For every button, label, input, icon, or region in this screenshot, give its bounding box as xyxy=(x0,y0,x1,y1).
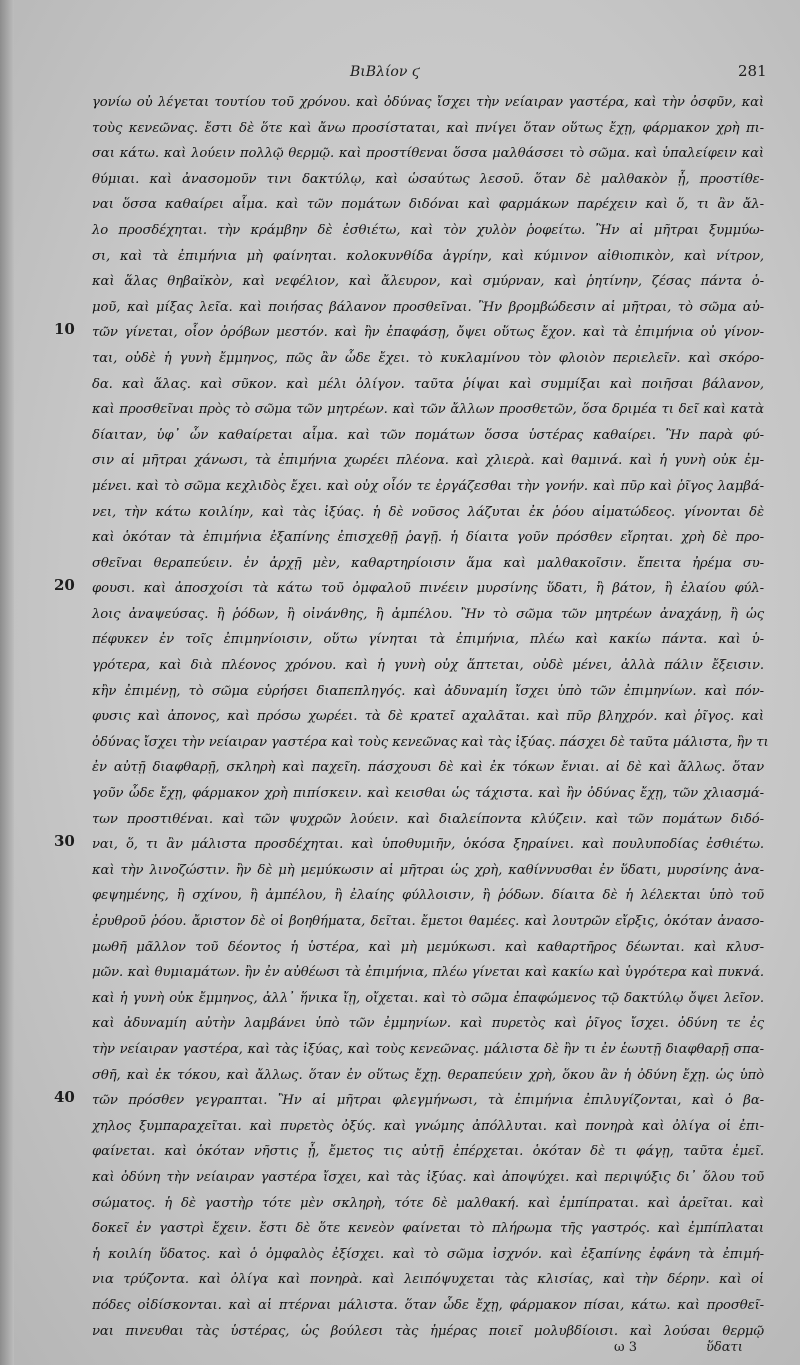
text-line: των προστιθέναι. καὶ τῶν ψυχρῶν λούειν. καὶ διαλείποντα κλύζειν. καὶ τῶν πομάτων διδό- xyxy=(92,811,764,827)
text-line: καὶ ἡ γυνὴ οὐκ ἔμμηνος, ἀλλ᾽ ἥνικα ἴῃ, οἴχεται. καὶ τὸ σῶμα ἐπαφώμενος τῷ δακτύλῳ ὄψει λεῖον. xyxy=(92,990,764,1006)
running-title: ΒιΒλίον ϛ xyxy=(350,64,420,80)
text-line: πόδες οἰδίσκονται. καὶ αἱ πτέρναι μάλιστα. ὅταν ὧδε ἔχῃ, φάρμακον πίσαι, κάτω. καὶ προσθεῖ- xyxy=(92,1297,764,1313)
page-gutter-shadow xyxy=(0,0,14,1365)
text-line: μένει. καὶ τὸ σῶμα κεχλιδὸς ἔχει. καὶ οὐχ οἷόν τε ἐργάζεσθαι τὴν γονήν. καὶ πῦρ καὶ ῥῖγος λαμβά- xyxy=(92,478,764,494)
text-line: γοῦν ὧδε ἔχῃ, φάρμακον χρὴ πιπίσκειν. καὶ κεισθαι ὡς τάχιστα. καὶ ἢν ὀδύνας ἔχῃ, τῶν χλιασμά- xyxy=(92,786,764,802)
margin-line-number: 10 xyxy=(54,320,75,339)
text-line: ναι, ὅ, τι ἂν μάλιστα προσδέχηται. καὶ ὑποθυμιῆν, ὁκόσα ξηραίνει. καὶ πουλυποδίας ἐσθιέτω. xyxy=(92,837,764,853)
text-block xyxy=(92,90,769,1344)
catchline xyxy=(0,1340,800,1360)
text-line: κἢν ἐπιμένῃ, τὸ σῶμα εὑρήσει διαπεπληγός. καὶ ἀδυναμίη ἴσχει ὑπὸ τῶν ἐπιμηνίων. καὶ πόν- xyxy=(92,683,764,699)
margin-line-number: 40 xyxy=(54,1088,75,1107)
text-line: θύμιαι. καὶ ἀνασομοῦν τινι δακτύλῳ, καὶ ὡσαύτως λεσοῦ. ὅταν δὲ μαλθακὸν ᾖ, προστίθε- xyxy=(92,171,764,187)
text-line: σθεῖναι θεραπεύειν. ἐν ἀρχῇ μὲν, καθαρτηρίοισιν ἅμα καὶ μαλθακοῖσιν. ἔπειτα ἠρέμα συ- xyxy=(92,555,764,571)
text-line: γρότερα, καὶ διὰ πλέονος χρόνου. καὶ ἡ γυνὴ οὐχ ἅπτεται, οὐδὲ μένει, ἀλλὰ πάλιν ἔξεισιν. xyxy=(92,658,764,674)
text-line: φεψημένης, ἢ σχίνου, ἢ ἀμπέλου, ἢ ἐλαίης φύλλοισιν, ἢ ῥόδων. δίαιτα δὲ ἡ λέλεκται ὑπὸ τοῦ xyxy=(92,888,764,904)
text-line: φαίνεται. καὶ ὁκόταν νῆστις ᾖ, ἔμετος τις αὐτῇ ἐπέρχεται. ὁκόταν δὲ τι φάγῃ, ταῦτα ἐμεῖ. xyxy=(92,1144,764,1160)
text-line: φουσι. καὶ ἀποσχοίσι τὰ κάτω τοῦ ὀμφαλοῦ πινέειν μυρσίνης ὕδατι, ἢ βάτον, ἢ ἐλαίου φύλ- xyxy=(92,581,764,597)
text-line: ἐρυθροῦ ῥόου. ἄριστον δὲ οἱ βοηθήματα, δεῖται. ἔμετοι θαμέες. καὶ λουτρῶν εἴρξις, ὁκόταν ἀνασο- xyxy=(92,914,764,929)
text-line: ὀδύνας ἴσχει τὴν νείαιραν γαστέρα καὶ τοὺς κενεῶνας καὶ τὰς ἰξύας. πάσχει δὲ ταῦτα μάλιστα, ἢν τι xyxy=(92,734,769,750)
text-line: καὶ ὀδύνη τὴν νείαιραν γαστέρα ἴσχει, καὶ τὰς ἰξύας. καὶ ἀποψύχει. καὶ περιψύξις δι᾽ ὅλου τοῦ xyxy=(92,1169,764,1185)
running-head xyxy=(0,62,800,86)
text-line: καὶ ἀδυναμίη αὐτὴν λαμβάνει ὑπὸ τῶν ἐμμηνίων. καὶ πυρετὸς καὶ ῥῖγος ἴσχει. ὀδύνη τε ἐς xyxy=(92,1016,764,1032)
text-line: νει, τὴν κάτω κοιλίην, καὶ τὰς ἰξύας. ἡ δὲ νοῦσος λάζυται ἐκ ῥόου αἱματώδεος. γίνονται δὲ xyxy=(92,504,764,520)
text-line: ἡ κοιλίη ὕδατος. καὶ ὁ ὀμφαλὸς ἐξίσχει. καὶ τὸ σῶμα ἰσχνόν. καὶ ἐξαπίνης ἐφάνη τὰ ἐπιμή- xyxy=(92,1246,764,1262)
text-line: νια τρύζοντα. καὶ ὀλίγα καὶ πονηρὰ. καὶ λειπόψυχεται τὰς κλισίας, καὶ τὴν δέρην. καὶ οἱ xyxy=(92,1272,764,1288)
text-line: σιν αἱ μῆτραι χάνωσι, τὰ ἐπιμήνια χωρέει πλέονα. καὶ χλιερὰ. καὶ θαμινά. καὶ ἡ γυνὴ οὐκ ἐμ- xyxy=(92,453,764,469)
text-line: καὶ ἅλας θηβαϊκὸν, καὶ νεφέλιον, καὶ ἄλευρον, καὶ σμύρναν, καὶ ῥητίνην, ζέσας πάντα ὁ- xyxy=(92,274,764,290)
text-line: σθῆ, καὶ ἐκ τόκου, καὶ ἄλλως. ὅταν ἐν οὕτως ἔχῃ. θεραπεύειν χρὴ, ὅκου ἂν ἡ ὀδύνη ἔχῃ. ὡς ὑπὸ xyxy=(92,1067,764,1083)
text-line: ἐν αὐτῇ διαφθαρῇ, σκληρὴ καὶ παχεῖη. πάσχουσι δὲ καὶ ἐκ τόκων ἔνιαι. αἱ δὲ καὶ ἄλλως. ὅταν xyxy=(92,760,764,776)
text-line: δα. καὶ ἅλας. καὶ σῦκον. καὶ μέλι ὀλίγον. ταῦτα ῥίψαι καὶ συμμίξαι καὶ ποιῆσαι βάλανον, xyxy=(92,376,764,392)
text-line: πέφυκεν ἐν τοῖς ἐπιμηνίοισιν, οὕτω γίνηται τὰ ἐπιμήνια, πλέω καὶ κακίω πάντα. καὶ ὑ- xyxy=(92,632,764,648)
text-line: καὶ τὴν λινοζώστιν. ἢν δὲ μὴ μεμύκωσιν αἱ μῆτραι ὡς χρὴ, καθίννυσθαι ἐν ὕδατι, μυρσίνης ἀνα- xyxy=(92,862,764,878)
text-line: σώματος. ἡ δὲ γαστὴρ τότε μὲν σκληρὴ, τότε δὲ μαλθακή. καὶ ἐμπίπραται. καὶ ἀρεῖται. καὶ xyxy=(92,1195,764,1211)
text-line: ναι πινευθαι τὰς ὑστέρας, ὡς βούλεσι τὰς ἡμέρας ποιεῖ μολυβδίοισι. καὶ λούσαι θερμῷ xyxy=(92,1323,764,1339)
text-line: μωθῆ μᾶλλον τοῦ δέοντος ἡ ὑστέρα, καὶ μὴ μεμύκωσι. καὶ καθαρτῆρος δέωνται. καὶ κλυσ- xyxy=(92,939,764,955)
text-line: ναι ὅσσα καθαίρει αἷμα. καὶ τῶν πομάτων διδόναι καὶ φαρμάκων παρέχειν καὶ ὅ, τι ἂν ἄλ- xyxy=(92,197,764,213)
text-line: φυσις καὶ ἀπονος, καὶ πρόσω χωρέει. τὰ δὲ κρατεῖ αχαλᾶται. καὶ πῦρ βληχρόν. καὶ ῥῖγος. καὶ xyxy=(92,709,764,725)
text-line: σι, καὶ τὰ ἐπιμήνια μὴ φαίνηται. κολοκυνθίδα ἀγρίην, καὶ κύμινον αἰθιοπικὸν, καὶ νίτρον, xyxy=(92,248,764,264)
text-line: τὴν νείαιραν γαστέρα, καὶ τὰς ἰξύας, καὶ τοὺς κενεῶνας. μάλιστα δὲ ἢν τι ἐν ἑωυτῇ διαφθαρῇ σπα- xyxy=(92,1041,764,1057)
text-line: λοις ἀναψεύσας. ἢ ῥόδων, ἢ οἰνάνθης, ἢ ἀμπέλου. Ἢν τὸ σῶμα τῶν μητρέων ἀναχάνῃ, ἢ ὡς xyxy=(92,606,764,622)
text-line: τοὺς κενεῶνας. ἔστι δὲ ὅτε καὶ ἄνω προσίσταται, καὶ πνίγει ὅταν οὕτως ἔχῃ, φάρμακον χρὴ πι- xyxy=(92,120,764,136)
text-line: τῶν γίνεται, οἷον ὀρόβων μεστόν. καὶ ἢν ἐπαφάσῃ, ὄψει οὕτως ἔχον. καὶ τὰ ἐπιμήνια οὐ γίνον- xyxy=(92,325,764,341)
text-line: δοκεῖ ἐν γαστρὶ ἔχειν. ἔστι δὲ ὅτε κενεὸν φαίνεται τὸ πλήρωμα τῆς γαστρός. καὶ ἐμπίπλαται xyxy=(92,1221,764,1237)
text-line: δίαιταν, ὑφ᾽ ὧν καθαίρεται αἷμα. καὶ τῶν πομάτων ὅσσα ὑστέρας καθαίρει. Ἢν παρὰ φύ- xyxy=(92,427,764,443)
text-line: μῶν. καὶ θυμιαμάτων. ἢν ἐν αὐθέωσι τὰ ἐπιμήνια, πλέω γίνεται καὶ κακίω καὶ ὑγρότερα καὶ πυκνά. xyxy=(92,965,764,981)
text-line: καὶ προσθεῖναι πρὸς τὸ σῶμα τῶν μητρέων. καὶ τῶν ἄλλων προσθετῶν, ὅσα δριμέα τι δεῖ καὶ κατὰ xyxy=(92,402,764,418)
margin-line-number: 30 xyxy=(54,832,75,851)
margin-line-number: 20 xyxy=(54,576,75,595)
text-line: σαι κάτω. καὶ λούειν πολλῷ θερμῷ. καὶ προστίθεναι ὅσσα μαλθάσσει τὸ σῶμα. καὶ ὑπαλείφειν καὶ xyxy=(92,146,764,162)
text-line: καὶ ὁκόταν τὰ ἐπιμήνια ἐξαπίνης ἐπισχεθῇ ῥαγῇ. ἡ δίαιτα γοῦν πρόσθεν εἴρηται. χρὴ δὲ προ- xyxy=(92,530,764,546)
text-line: γονίω οὐ λέγεται τουτίου τοῦ χρόνου. καὶ ὀδύνας ἴσχει τὴν νείαιραν γαστέρα, καὶ τὴν ὀσφῦν, καὶ xyxy=(92,95,764,110)
text-line: τῶν πρόσθεν γεγραπται. Ἢν αἱ μῆτραι φλεγμήνωσι, τὰ ἐπιμήνια ἐπιλυγίζονται, καὶ ὁ βα- xyxy=(92,1093,764,1109)
text-line: ται, οὐδὲ ἡ γυνὴ ἔμμηνος, πῶς ἂν ὧδε ἔχει. τὸ κυκλαμίνου τὸν φλοιὸν περιελεῖν. καὶ σκόρο- xyxy=(92,350,764,366)
text-line: λο προσδέχηται. τὴν κράμβην δὲ ἐσθιέτω, καὶ τὸν χυλὸν ῥοφείτω. Ἢν αἱ μῆτραι ξυμμύω- xyxy=(92,222,764,238)
catchword: ὕδατι xyxy=(706,1340,743,1355)
text-line: χηλος ξυμπαραχεῖται. καὶ πυρετὸς ὀξύς. καὶ γνώμης ἀπόλλυται. καὶ πονηρὰ καὶ ὀλίγα οἱ ἐπι- xyxy=(92,1118,764,1134)
signature-mark: ω 3 xyxy=(614,1340,638,1355)
folio-number: 281 xyxy=(738,62,767,80)
text-line: μοῦ, καὶ μίξας λεῖα. καὶ ποιήσας βάλανον προσθεῖναι. Ἢν βρομβώδεσιν αἱ μῆτραι, τὸ σῶμα αὐ- xyxy=(92,299,764,315)
